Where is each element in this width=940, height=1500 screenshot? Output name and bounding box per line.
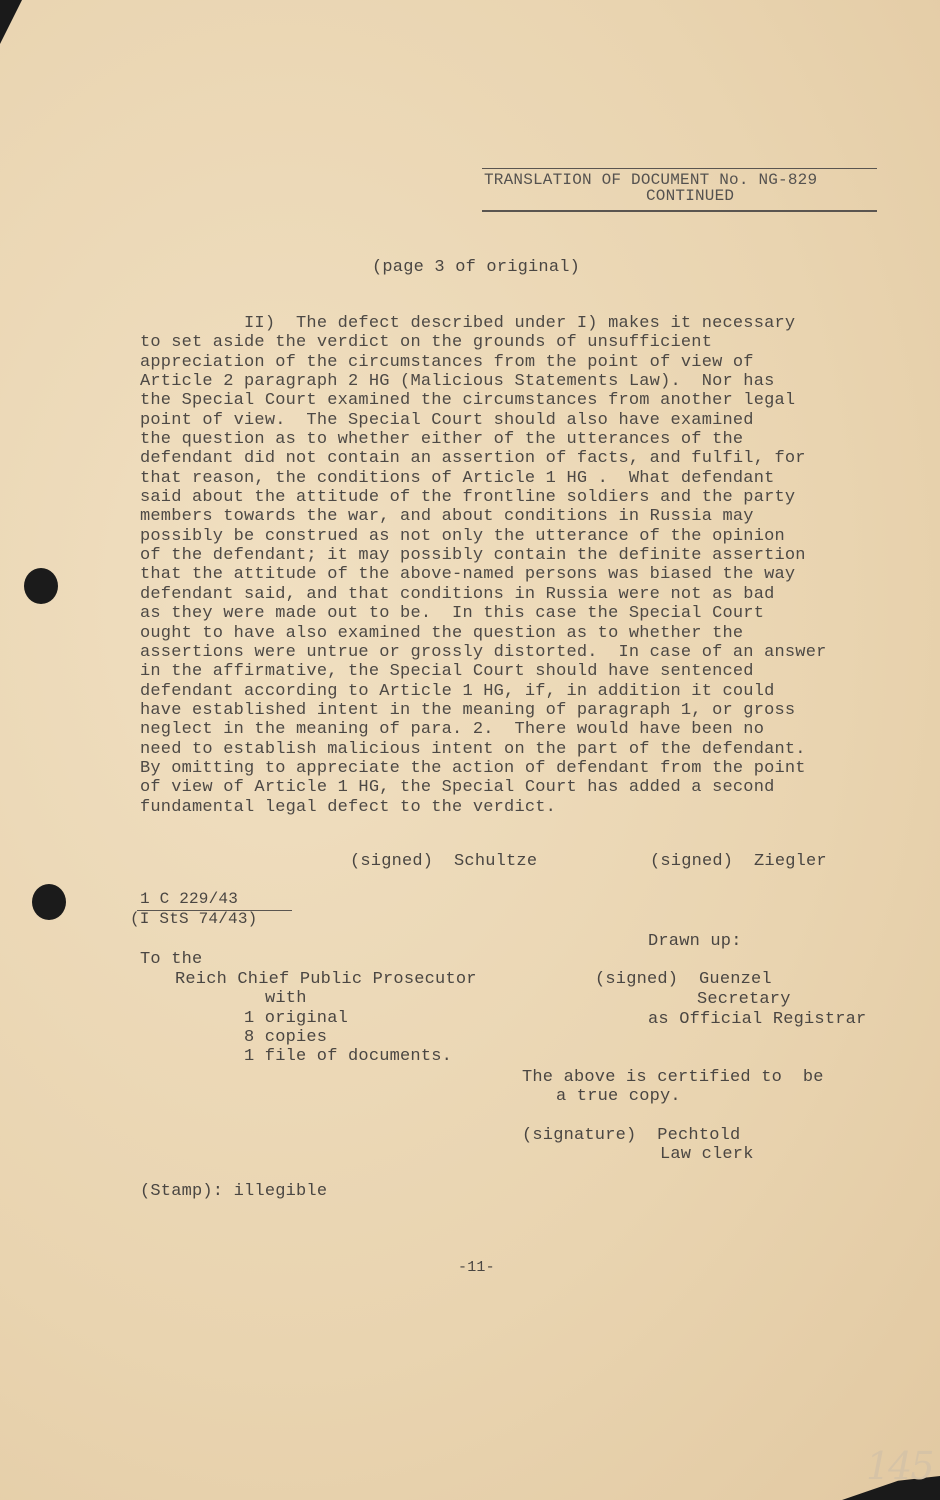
body-line: neglect in the meaning of para. 2. There would have been no [140, 720, 765, 740]
body-line: have established intent in the meaning of paragraph 1, or gross [140, 700, 796, 720]
punch-hole-top [24, 568, 58, 604]
body-paragraph [140, 314, 900, 817]
addressee-with: with [265, 989, 307, 1008]
stamp-note: (Stamp): illegible [140, 1182, 328, 1201]
header-rule-bottom [482, 210, 877, 212]
signature-guenzel: (signed) Guenzel [595, 970, 772, 989]
signature-ziegler: (signed) Ziegler [650, 852, 827, 871]
body-line: point of view. The Special Court should also have examined [140, 410, 754, 430]
addressee-to: To the [140, 950, 203, 969]
body-line: By omitting to appreciate the action of defendant from the point [140, 758, 806, 778]
file-reference-subnumber: (I StS 74/43) [130, 910, 258, 928]
body-line: fundamental legal defect to the verdict. [140, 797, 557, 817]
body-line: said about the attitude of the frontline soldiers and the party [140, 488, 796, 508]
header-rule-top [482, 168, 877, 169]
punch-hole-bottom [32, 884, 66, 920]
body-line: defendant said, and that conditions in Russia were not as bad [140, 584, 775, 604]
document-header-title: TRANSLATION OF DOCUMENT No. NG-829 [484, 172, 818, 188]
enclosure-item: 1 original [244, 1009, 349, 1028]
certification-text: The above is certified to be [522, 1068, 824, 1087]
enclosure-item: 1 file of documents. [244, 1047, 453, 1066]
guenzel-role: as Official Registrar [648, 1010, 867, 1029]
body-line: the Special Court examined the circumstances from another legal [140, 391, 796, 411]
body-line: ought to have also examined the question as to whether the [140, 623, 744, 643]
body-line: members towards the war, and about conditions in Russia may [140, 507, 754, 527]
body-line: need to establish malicious intent on the part of the defendant. [140, 739, 806, 759]
addressee-name: Reich Chief Public Prosecutor [175, 970, 477, 989]
file-reference-number: 1 C 229/43 [140, 890, 239, 908]
guenzel-title: Secretary [697, 990, 791, 1009]
drawn-up-label: Drawn up: [648, 932, 742, 951]
handwritten-page-number: 145 [866, 1444, 933, 1488]
document-header-continued: CONTINUED [646, 187, 735, 205]
signature-pechtold: (signature) Pechtold [522, 1126, 741, 1145]
body-line: of the defendant; it may possibly contain the definite assertion [140, 546, 806, 566]
body-line: of view of Article 1 HG, the Special Court has added a second [140, 778, 775, 798]
body-line: as they were made out to be. In this case the Special Court [140, 604, 765, 624]
body-line: that the attitude of the above-named persons was biased the way [140, 565, 796, 585]
body-line: that reason, the conditions of Article 1 HG . What defendant [140, 468, 775, 488]
certification-text-2: a true copy. [556, 1087, 681, 1106]
page-reference: (page 3 of original) [372, 258, 581, 277]
scan-corner-top-left [0, 0, 22, 44]
body-line: Article 2 paragraph 2 HG (Malicious Statements Law). Nor has [140, 372, 775, 392]
body-line: defendant according to Article 1 HG, if, in addition it could [140, 681, 775, 701]
body-line: in the affirmative, the Special Court should have sentenced [140, 662, 754, 682]
body-line: defendant did not contain an assertion of facts, and fulfil, for [140, 449, 806, 469]
body-line: to set aside the verdict on the grounds of unsufficient [140, 333, 713, 353]
page-number: -11- [458, 1259, 495, 1276]
body-line: II) The defect described under I) makes it necessary [140, 314, 796, 333]
signature-schultze: (signed) Schultze [350, 852, 538, 871]
pechtold-title: Law clerk [660, 1145, 754, 1164]
body-line: assertions were untrue or grossly distorted. In case of an answer [140, 642, 827, 662]
enclosure-item: 8 copies [244, 1028, 328, 1047]
body-line: the question as to whether either of the utterances of the [140, 430, 744, 450]
body-line: appreciation of the circumstances from the point of view of [140, 352, 754, 372]
body-line: possibly be construed as not only the utterance of the opinion [140, 526, 785, 546]
